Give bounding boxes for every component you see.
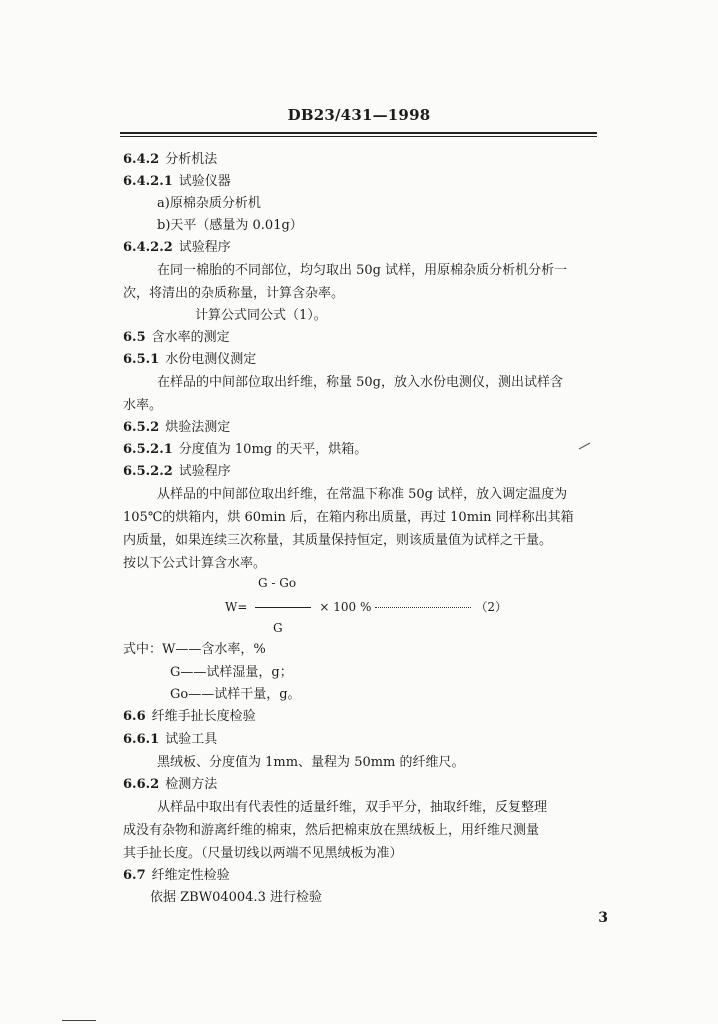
- paragraph-line: 在同一棉胎的不同部位，均匀取出 50g 试样，用原棉杂质分析机分析一: [157, 263, 568, 278]
- paragraph-line: 成没有杂物和游离纤维的棉束，然后把棉束放在黑绒板上，用纤维尺测量: [123, 823, 540, 838]
- section-heading-6-6-2: 6.6.2 检测方法: [123, 777, 218, 792]
- section-heading-6-5-2-2: 6.5.2.2 试验程序: [123, 464, 231, 479]
- header-rule-thick: [120, 132, 597, 134]
- formula-main-line: [225, 598, 507, 615]
- paragraph-line: 依据 ZBW04004.3 进行检验: [150, 890, 322, 905]
- paragraph-line: 从样品的中间部位取出纤维，在常温下称准 50g 试样，放入调定温度为: [157, 487, 568, 502]
- list-item-b: b)天平（感量为 0.01g）: [157, 218, 303, 233]
- formula-number: （2）: [475, 600, 508, 614]
- formula-times: × 100 %: [319, 600, 372, 614]
- page-number: 3: [598, 910, 608, 926]
- section-heading-6-5-1: 6.5.1 水份电测仪测定: [123, 352, 257, 367]
- symbol-definition: G——试样湿量，g；: [170, 665, 293, 680]
- section-heading-6-4-2-1: 6.4.2.1 试验仪器: [123, 174, 231, 189]
- scan-mark: [578, 441, 592, 451]
- fraction-bar: [255, 607, 311, 608]
- paragraph-line: 计算公式同公式（1）。: [195, 308, 327, 323]
- paragraph-line: 其手扯长度。（尺量切线以两端不见黑绒板为准）: [123, 846, 403, 861]
- standard-code-header: DB23/431—1998: [287, 106, 431, 124]
- section-heading-6-5-2: 6.5.2 烘验法测定: [123, 420, 231, 435]
- paragraph-line: 次，将清出的杂质称量，计算含杂率。: [123, 286, 345, 301]
- paragraph-line: 水率。: [123, 398, 163, 413]
- section-heading-6-6-1: 6.6.1 试验工具: [123, 732, 218, 747]
- paragraph-line: 在样品的中间部位取出纤维，称量 50g，放入水份电测仪，测出试样含: [157, 375, 563, 390]
- section-heading-6-7: 6.7 纤维定性检验: [123, 868, 230, 883]
- section-heading-6-5-2-1: 6.5.2.1 分度值为 10mg 的天平，烘箱。: [123, 442, 368, 457]
- header-rule-thin: [120, 136, 597, 137]
- formula-denominator: G: [273, 621, 283, 635]
- paragraph-line: 从样品中取出有代表性的适量纤维，双手平分，抽取纤维，反复整理: [157, 800, 548, 815]
- section-heading-6-6: 6.6 纤维手扯长度检验: [123, 709, 256, 724]
- symbol-definition: 式中：W——含水率，%: [123, 642, 266, 657]
- section-heading-6-5: 6.5 含水率的测定: [123, 330, 230, 345]
- scan-artifact-line: [62, 1020, 96, 1021]
- dot-leader: [375, 607, 471, 608]
- list-item-a: a)原棉杂质分析机: [157, 196, 261, 211]
- section-heading-6-4-2-2: 6.4.2.2 试验程序: [123, 240, 231, 255]
- paragraph-line: 内质量，如果连续三次称量，其质量保持恒定，则该质量值为试样之干量。: [123, 533, 553, 548]
- symbol-definition: Go——试样干量，g。: [170, 687, 301, 702]
- formula-lhs: W=: [225, 600, 248, 614]
- paragraph-line: 按以下公式计算含水率。: [123, 556, 267, 571]
- paragraph-line: 黑绒板、分度值为 1mm、量程为 50mm 的纤维尺。: [157, 755, 465, 770]
- paragraph-line: 105℃的烘箱内，烘 60min 后，在箱内称出质量，再过 10min 同样称出其箱: [123, 510, 574, 525]
- section-heading-6-4-2: 6.4.2 分析机法: [123, 152, 218, 167]
- formula-numerator: G - Go: [258, 576, 297, 590]
